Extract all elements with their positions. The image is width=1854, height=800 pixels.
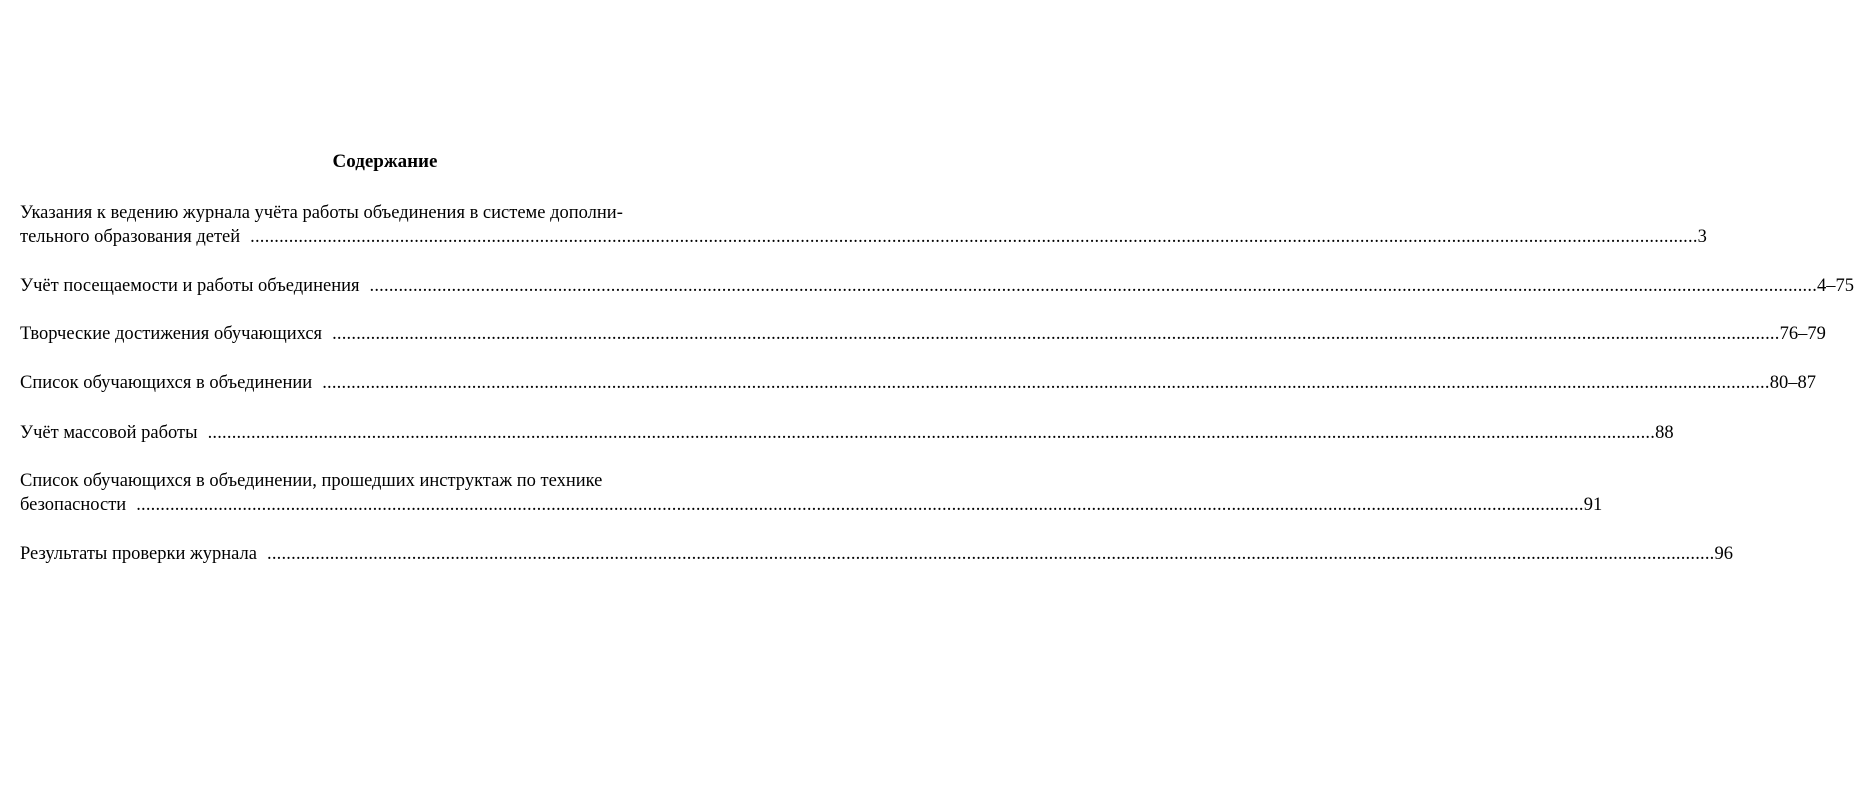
toc-entry-label: тельного образования детей	[20, 227, 241, 247]
dot-leader: ............................................................................................................................................................................................................................................................................................................	[250, 227, 1698, 247]
dot-leader: ............................................................................................................................................................................................................................................................................................................	[332, 324, 1780, 344]
dot-leader: ............................................................................................................................................................................................................................................................................................................	[322, 373, 1770, 393]
toc-entry-1	[20, 225, 1707, 249]
toc-entry-6-line-1: Список обучающихся в объединении, прошедших инструктаж по технике	[20, 471, 603, 491]
toc-page-number: 4–75	[1817, 276, 1854, 296]
toc-entry-2	[20, 274, 1854, 298]
dot-leader: ............................................................................................................................................................................................................................................................................................................	[136, 495, 1584, 515]
toc-page-number: 91	[1583, 495, 1603, 515]
toc-entry-5	[20, 421, 1674, 445]
toc-page-number: 88	[1655, 423, 1674, 443]
toc-entry-6	[20, 493, 1603, 517]
toc-entry-label: Список обучающихся в объединении	[20, 373, 313, 393]
toc-page-number: 3	[1697, 227, 1707, 247]
toc-page-number: 80–87	[1769, 373, 1816, 393]
toc-entry-label: Творческие достижения обучающихся	[20, 324, 323, 344]
toc-entry-3	[20, 322, 1826, 346]
dot-leader: ............................................................................................................................................................................................................................................................................................................	[267, 544, 1715, 564]
toc-entry-1-line-1: Указания к ведению журнала учёта работы объединения в системе дополни-	[20, 203, 623, 223]
dot-leader: ............................................................................................................................................................................................................................................................................................................	[369, 276, 1818, 296]
toc-entry-7	[20, 542, 1733, 566]
toc-page-number: 76–79	[1779, 324, 1826, 344]
toc-title: Содержание	[332, 151, 438, 172]
toc-entry-label: Учёт посещаемости и работы объединения	[20, 276, 360, 296]
toc-page-number: 96	[1714, 544, 1733, 564]
toc-entry-label: безопасности	[20, 495, 127, 515]
dot-leader: ............................................................................................................................................................................................................................................................................................................	[207, 423, 1656, 443]
toc-entry-label: Учёт массовой работы	[20, 423, 198, 443]
toc-entry-4	[20, 371, 1816, 395]
toc-entry-label: Результаты проверки журнала	[20, 544, 257, 564]
